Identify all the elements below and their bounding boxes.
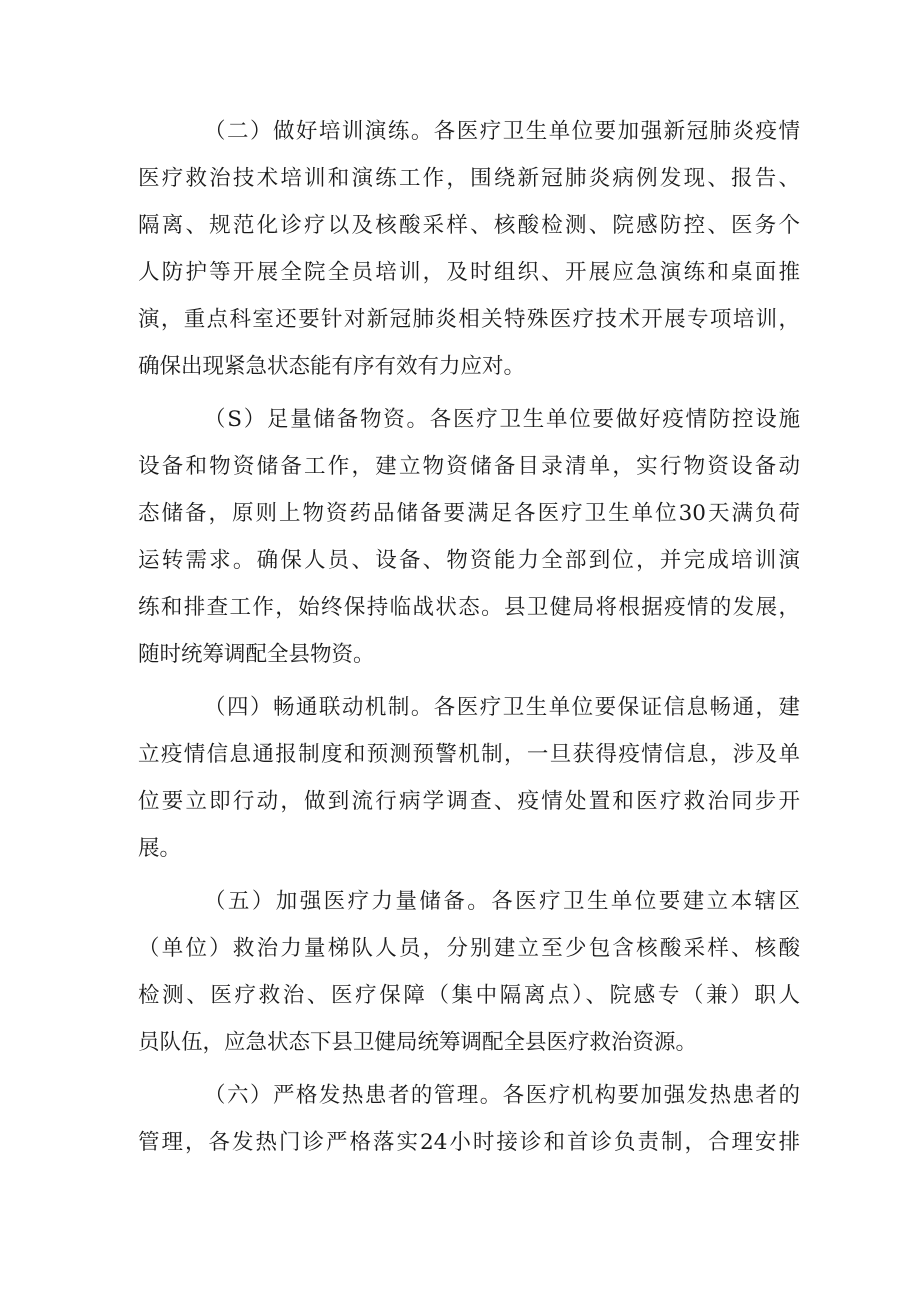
text-line: 立疫情信息通报制度和预测预警机制，一旦获得疫情信息，涉及单 bbox=[138, 742, 800, 767]
text-line: （单位）救治力量梯队人员，分别建立至少包含核酸采样、核酸 bbox=[138, 936, 800, 961]
text-line: 管理，各发热门诊严格落实24小时接诊和首诊负责制，合理安排 bbox=[138, 1130, 800, 1155]
text-line: （四）畅通联动机制。各医疗卫生单位要保证信息畅通，建 bbox=[204, 695, 800, 720]
text-line: （五）加强医疗力量储备。各医疗卫生单位要建立本辖区 bbox=[204, 889, 800, 914]
text-line: 确保出现紧急状态能有序有效有力应对。 bbox=[138, 354, 526, 379]
text-line: 演，重点科室还要针对新冠肺炎相关特殊医疗技术开展专项培训， bbox=[138, 307, 800, 332]
text-line: 医疗救治技术培训和演练工作，围绕新冠肺炎病例发现、报告、 bbox=[138, 166, 800, 191]
text-line: 态储备，原则上物资药品储备要满足各医疗卫生单位30天满负荷 bbox=[138, 501, 800, 526]
text-line: 检测、医疗救治、医疗保障（集中隔离点）、院感专（兼）职人 bbox=[138, 983, 800, 1008]
text-line: 设备和物资储备工作，建立物资储备目录清单，实行物资设备动 bbox=[138, 454, 800, 479]
text-line: 练和排查工作，始终保持临战状态。县卫健局将根据疫情的发展， bbox=[138, 595, 800, 620]
text-line: （六）严格发热患者的管理。各医疗机构要加强发热患者的 bbox=[204, 1083, 800, 1108]
text-line: 人防护等开展全院全员培训，及时组织、开展应急演练和桌面推 bbox=[138, 260, 800, 285]
text-line: 员队伍，应急状态下县卫健局统筹调配全县医疗救治资源。 bbox=[138, 1030, 698, 1055]
text-line: 随时统筹调配全县物资。 bbox=[138, 642, 375, 667]
text-line: 运转需求。确保人员、设备、物资能力全部到位，并完成培训演 bbox=[138, 548, 800, 573]
text-line: 位要立即行动，做到流行病学调查、疫情处置和医疗救治同步开 bbox=[138, 789, 800, 814]
text-line: （二）做好培训演练。各医疗卫生单位要加强新冠肺炎疫情 bbox=[204, 119, 800, 144]
text-line: 展。 bbox=[138, 836, 182, 861]
text-line: （S）足量储备物资。各医疗卫生单位要做好疫情防控设施 bbox=[204, 407, 800, 432]
text-line: 隔离、规范化诊疗以及核酸采样、核酸检测、院感防控、医务个 bbox=[138, 213, 800, 238]
